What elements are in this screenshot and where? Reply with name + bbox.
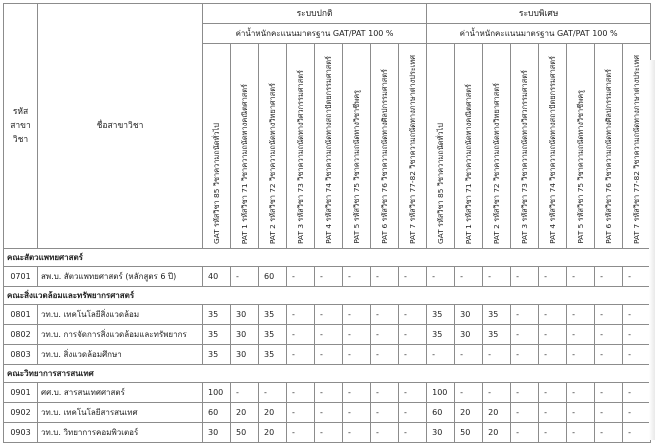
table-header bbox=[4, 4, 651, 249]
normal-weight-cell: - bbox=[371, 423, 399, 443]
normal-weight-cell: - bbox=[343, 305, 371, 325]
special-weight-cell: - bbox=[539, 305, 567, 325]
subject-label: PAT 4 รหัสวิชา 74 วิชาความถนัดทางสถาปัตยกรรมศาสตร์ bbox=[548, 56, 558, 244]
subject-label: PAT 3 รหัสวิชา 73 วิชาความถนัดทางวิศวกรรมศาสตร์ bbox=[520, 70, 530, 244]
normal-weight-cell: - bbox=[399, 305, 427, 325]
program-name: สพ.บ. สัตวแพทยศาสตร์ (หลักสูตร 6 ปี) bbox=[38, 267, 203, 287]
program-code: 0901 bbox=[4, 383, 38, 403]
special-weight-cell: - bbox=[455, 267, 483, 287]
subject-label: GAT รหัสวิชา 85 วิชาความถนัดทั่วไป bbox=[436, 122, 446, 244]
special-weight-cell: - bbox=[511, 267, 539, 287]
table-row bbox=[4, 383, 651, 403]
normal-subject-header bbox=[203, 44, 231, 249]
table-row bbox=[4, 305, 651, 325]
special-weight-label: ค่าน้ำหนักคะแนนมาตรฐาน GAT/PAT 100 % bbox=[427, 24, 651, 44]
normal-weight-cell: 35 bbox=[259, 345, 287, 365]
special-weight-cell: - bbox=[623, 403, 651, 423]
normal-weight-cell: - bbox=[287, 383, 315, 403]
special-weight-cell: - bbox=[567, 267, 595, 287]
normal-weight-cell: - bbox=[231, 267, 259, 287]
special-weight-cell: 35 bbox=[483, 305, 511, 325]
special-weight-cell: 35 bbox=[427, 325, 455, 345]
special-weight-cell: - bbox=[427, 267, 455, 287]
normal-weight-cell: - bbox=[315, 423, 343, 443]
program-code: 0801 bbox=[4, 305, 38, 325]
normal-weight-cell: - bbox=[399, 383, 427, 403]
faculty-name: คณะสัตวแพทยศาสตร์ bbox=[4, 249, 651, 267]
program-name: วท.บ. เทคโนโลยีสารสนเทศ bbox=[38, 403, 203, 423]
normal-weight-cell: - bbox=[399, 423, 427, 443]
special-weight-cell: - bbox=[539, 383, 567, 403]
special-weight-cell: - bbox=[483, 383, 511, 403]
normal-weight-cell: 50 bbox=[231, 423, 259, 443]
normal-weight-cell: 20 bbox=[259, 403, 287, 423]
special-weight-cell: - bbox=[623, 325, 651, 345]
normal-system-header: ระบบปกติ bbox=[203, 4, 427, 24]
special-weight-cell: - bbox=[427, 345, 455, 365]
normal-weight-cell: 35 bbox=[203, 345, 231, 365]
special-weight-cell: - bbox=[623, 423, 651, 443]
normal-weight-cell: - bbox=[343, 423, 371, 443]
special-weight-cell: - bbox=[483, 345, 511, 365]
faculty-row bbox=[4, 249, 651, 267]
table-row bbox=[4, 403, 651, 423]
name-column-header: ชื่อสาขาวิชา bbox=[38, 4, 203, 249]
special-weight-cell: 20 bbox=[483, 423, 511, 443]
special-weight-cell: - bbox=[567, 345, 595, 365]
faculty-name: คณะวิทยาการสารสนเทศ bbox=[4, 365, 651, 383]
admission-weights-table bbox=[3, 3, 651, 443]
subject-label: PAT 2 รหัสวิชา 72 วิชาความถนัดทางวิทยาศาสตร์ bbox=[268, 82, 277, 244]
subject-label: PAT 5 รหัสวิชา 75 วิชาความถนัดทางวิชาชีพครู bbox=[576, 90, 586, 244]
special-system-header: ระบบพิเศษ bbox=[427, 4, 651, 24]
special-weight-cell: - bbox=[511, 325, 539, 345]
normal-subject-header bbox=[315, 44, 343, 249]
normal-subject-header bbox=[399, 44, 427, 249]
special-weight-cell: - bbox=[567, 305, 595, 325]
normal-weight-cell: 35 bbox=[203, 305, 231, 325]
normal-weight-cell: 60 bbox=[203, 403, 231, 423]
program-name: วท.บ. สิ่งแวดล้อมศึกษา bbox=[38, 345, 203, 365]
program-name: วท.บ. วิทยาการคอมพิวเตอร์ bbox=[38, 423, 203, 443]
normal-weight-cell: - bbox=[315, 267, 343, 287]
subject-label: PAT 5 รหัสวิชา 75 วิชาความถนัดทางวิชาชีพครู bbox=[352, 90, 361, 244]
special-weight-cell: 60 bbox=[427, 403, 455, 423]
normal-weight-cell: 35 bbox=[259, 325, 287, 345]
special-weight-cell: - bbox=[511, 305, 539, 325]
normal-subject-header bbox=[287, 44, 315, 249]
special-weight-cell: - bbox=[595, 325, 623, 345]
normal-weight-cell: - bbox=[343, 267, 371, 287]
normal-weight-cell: 30 bbox=[231, 325, 259, 345]
normal-weight-cell: 30 bbox=[231, 305, 259, 325]
special-subject-header bbox=[483, 44, 511, 249]
special-weight-cell: 30 bbox=[455, 305, 483, 325]
subject-label: PAT 2 รหัสวิชา 72 วิชาความถนัดทางวิทยาศาสตร์ bbox=[492, 82, 502, 244]
table-row bbox=[4, 325, 651, 345]
special-weight-cell: - bbox=[511, 423, 539, 443]
special-weight-cell: - bbox=[455, 345, 483, 365]
special-subject-header bbox=[539, 44, 567, 249]
special-subject-header bbox=[427, 44, 455, 249]
normal-weight-cell: 30 bbox=[231, 345, 259, 365]
special-weight-cell: - bbox=[623, 383, 651, 403]
subject-label: PAT 1 รหัสวิชา 71 วิชาความถนัดทางคณิตศาสตร์ bbox=[240, 83, 249, 244]
subject-label: PAT 3 รหัสวิชา 73 วิชาความถนัดทางวิศวกรรมศาสตร์ bbox=[296, 70, 305, 244]
subject-label: PAT 6 รหัสวิชา 76 วิชาความถนัดทางศิลปกรรมศาสตร์ bbox=[604, 69, 614, 244]
special-weight-cell: - bbox=[511, 403, 539, 423]
normal-weight-cell: 20 bbox=[231, 403, 259, 423]
special-weight-cell: 100 bbox=[427, 383, 455, 403]
normal-weight-cell: - bbox=[287, 423, 315, 443]
subject-label: PAT 7 รหัสวิชา 77-82 วิชาความถนัดทางภาษาต่างประเทศ bbox=[408, 55, 418, 244]
faculty-row bbox=[4, 365, 651, 383]
special-weight-cell: - bbox=[511, 383, 539, 403]
normal-weight-cell: - bbox=[259, 383, 287, 403]
program-code: 0701 bbox=[4, 267, 38, 287]
special-weight-cell: - bbox=[623, 267, 651, 287]
normal-weight-cell: - bbox=[371, 383, 399, 403]
program-name: วท.บ. เทคโนโลยีสิ่งแวดล้อม bbox=[38, 305, 203, 325]
special-weight-cell: 30 bbox=[455, 325, 483, 345]
normal-weight-cell: - bbox=[315, 305, 343, 325]
normal-weight-cell: - bbox=[287, 305, 315, 325]
special-weight-cell: 50 bbox=[455, 423, 483, 443]
normal-weight-cell: - bbox=[399, 325, 427, 345]
normal-weight-cell: 20 bbox=[259, 423, 287, 443]
code-column-header: รหัส สาขา วิชา bbox=[4, 4, 38, 249]
special-weight-cell: 35 bbox=[483, 325, 511, 345]
program-code: 0803 bbox=[4, 345, 38, 365]
normal-subject-header bbox=[343, 44, 371, 249]
special-subject-header bbox=[623, 44, 651, 249]
normal-weight-cell: 40 bbox=[203, 267, 231, 287]
special-weight-cell: - bbox=[539, 403, 567, 423]
special-weight-cell: - bbox=[483, 267, 511, 287]
special-weight-cell: - bbox=[595, 403, 623, 423]
special-weight-cell: - bbox=[567, 403, 595, 423]
normal-weight-cell: - bbox=[287, 267, 315, 287]
special-weight-cell: - bbox=[455, 383, 483, 403]
special-subject-header bbox=[567, 44, 595, 249]
normal-weight-cell: - bbox=[371, 345, 399, 365]
normal-weight-cell: 35 bbox=[259, 305, 287, 325]
normal-weight-cell: - bbox=[371, 325, 399, 345]
faculty-row bbox=[4, 287, 651, 305]
normal-weight-cell: - bbox=[315, 403, 343, 423]
program-name: วท.บ. การจัดการสิ่งแวดล้อมและทรัพยากร bbox=[38, 325, 203, 345]
normal-weight-cell: - bbox=[287, 403, 315, 423]
normal-weight-cell: - bbox=[315, 325, 343, 345]
subject-label: PAT 6 รหัสวิชา 76 วิชาความถนัดทางศิลปกรรมศาสตร์ bbox=[380, 69, 389, 244]
special-weight-cell: 35 bbox=[427, 305, 455, 325]
normal-weight-cell: 100 bbox=[203, 383, 231, 403]
table-row bbox=[4, 267, 651, 287]
special-weight-cell: - bbox=[567, 383, 595, 403]
special-subject-header bbox=[455, 44, 483, 249]
special-weight-cell: 20 bbox=[455, 403, 483, 423]
normal-weight-cell: - bbox=[343, 325, 371, 345]
special-weight-cell: - bbox=[595, 267, 623, 287]
normal-subject-header bbox=[371, 44, 399, 249]
program-name: ศศ.บ. สารสนเทศศาสตร์ bbox=[38, 383, 203, 403]
normal-subject-header bbox=[231, 44, 259, 249]
normal-weight-cell: - bbox=[399, 345, 427, 365]
normal-weight-cell: - bbox=[371, 267, 399, 287]
subject-label: PAT 4 รหัสวิชา 74 วิชาความถนัดทางสถาปัตยกรรมศาสตร์ bbox=[324, 56, 333, 244]
page-edge-shadow bbox=[649, 60, 655, 440]
special-weight-cell: - bbox=[623, 345, 651, 365]
normal-weight-cell: - bbox=[315, 383, 343, 403]
subject-label: PAT 1 รหัสวิชา 71 วิชาความถนัดทางคณิตศาสตร์ bbox=[464, 83, 474, 244]
normal-weight-cell: - bbox=[371, 305, 399, 325]
special-weight-cell: 20 bbox=[483, 403, 511, 423]
table-row bbox=[4, 423, 651, 443]
special-weight-cell: - bbox=[539, 423, 567, 443]
normal-weight-cell: 30 bbox=[203, 423, 231, 443]
normal-weight-cell: - bbox=[399, 403, 427, 423]
normal-weight-label: ค่าน้ำหนักคะแนนมาตรฐาน GAT/PAT 100 % bbox=[203, 24, 427, 44]
normal-weight-cell: - bbox=[231, 383, 259, 403]
subject-label: GAT รหัสวิชา 85 วิชาความถนัดทั่วไป bbox=[212, 122, 221, 244]
special-weight-cell: - bbox=[595, 305, 623, 325]
special-weight-cell: - bbox=[595, 383, 623, 403]
normal-weight-cell: - bbox=[399, 267, 427, 287]
normal-weight-cell: 60 bbox=[259, 267, 287, 287]
special-subject-header bbox=[595, 44, 623, 249]
special-weight-cell: - bbox=[595, 423, 623, 443]
subject-label: PAT 7 รหัสวิชา 77-82 วิชาความถนัดทางภาษาต่างประเทศ bbox=[632, 55, 642, 244]
normal-weight-cell: - bbox=[287, 325, 315, 345]
special-weight-cell: - bbox=[511, 345, 539, 365]
normal-weight-cell: - bbox=[371, 403, 399, 423]
special-weight-cell: - bbox=[567, 423, 595, 443]
faculty-name: คณะสิ่งแวดล้อมและทรัพยากรศาสตร์ bbox=[4, 287, 651, 305]
normal-weight-cell: - bbox=[343, 383, 371, 403]
special-weight-cell: - bbox=[539, 267, 567, 287]
normal-weight-cell: 35 bbox=[203, 325, 231, 345]
special-weight-cell: - bbox=[539, 325, 567, 345]
special-weight-cell: - bbox=[567, 325, 595, 345]
table-row bbox=[4, 345, 651, 365]
special-subject-header bbox=[511, 44, 539, 249]
normal-weight-cell: - bbox=[315, 345, 343, 365]
normal-weight-cell: - bbox=[343, 345, 371, 365]
normal-subject-header bbox=[259, 44, 287, 249]
program-code: 0802 bbox=[4, 325, 38, 345]
special-weight-cell: - bbox=[623, 305, 651, 325]
program-code: 0902 bbox=[4, 403, 38, 423]
normal-weight-cell: - bbox=[287, 345, 315, 365]
special-weight-cell: - bbox=[539, 345, 567, 365]
special-weight-cell: 30 bbox=[427, 423, 455, 443]
program-code: 0903 bbox=[4, 423, 38, 443]
normal-weight-cell: - bbox=[343, 403, 371, 423]
special-weight-cell: - bbox=[595, 345, 623, 365]
table-body bbox=[4, 249, 651, 443]
